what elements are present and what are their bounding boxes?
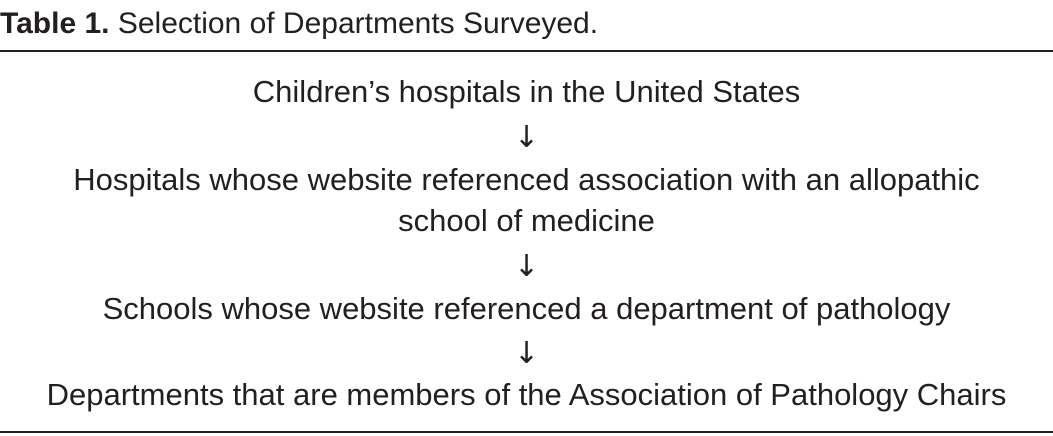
down-arrow-icon: ↓	[513, 249, 540, 284]
table-label: Table 1.	[0, 7, 110, 40]
step-children-hospitals: Children’s hospitals in the United States	[252, 74, 801, 109]
table-caption	[0, 6, 1053, 42]
step-schools-with-pathology: Schools whose website referenced a department of pathology	[102, 291, 951, 326]
table-title: Selection of Departments Surveyed.	[117, 7, 599, 40]
bottom-rule	[0, 431, 1053, 433]
step-hospitals-with-school-line-2: school of medicine	[398, 203, 655, 238]
step-apc-members: Departments that are members of the Association of Pathology Chairs	[46, 377, 1007, 412]
down-arrow-icon: ↓	[513, 336, 540, 371]
step-hospitals-with-school-line-1: Hospitals whose website referenced association with an allopathic	[73, 162, 980, 197]
top-rule	[0, 50, 1053, 52]
down-arrow-icon: ↓	[513, 120, 540, 155]
